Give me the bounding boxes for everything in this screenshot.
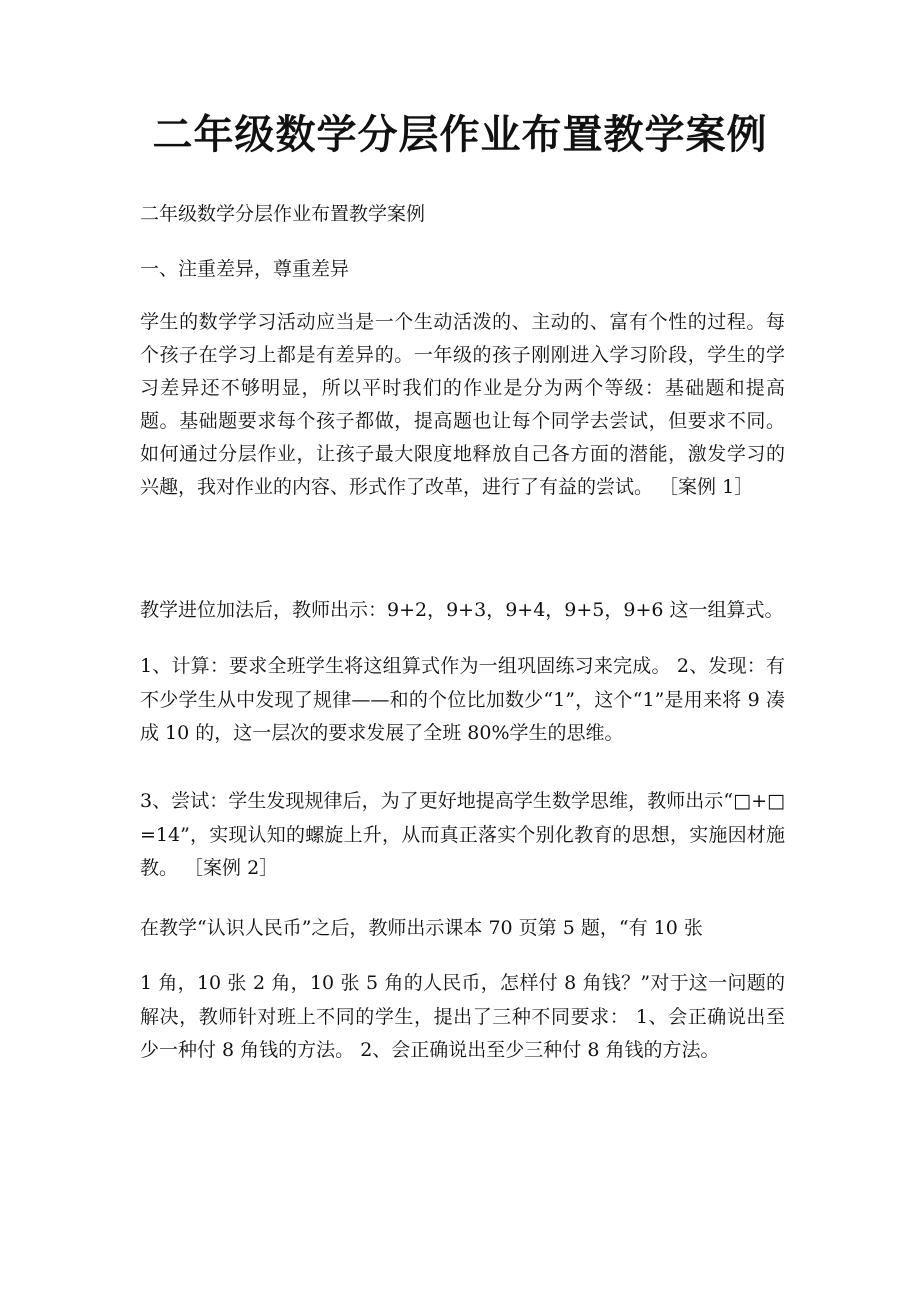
paragraph: 在教学“认识人民币”之后，教师出示课本 70 页第 5 题，“有 10 张 <box>140 917 703 939</box>
document-subtitle: 二年级数学分层作业布置教学案例 <box>140 203 426 225</box>
paragraph: 3、尝试：学生发现规律后，为了更好地提高学生数学思维，教师出示“□+□=14”，实现认知的螺旋上升，从而真正落实个别化教育的思想，实施因材施教。 ［案例 2］ <box>140 790 785 879</box>
paragraph: 1 角，10 张 2 角，10 张 5 角的人民币，怎样付 8 角钱？”对于这一问题的解决，教师针对班上不同的学生，提出了三种不同要求： 1、会正确说出至少一种付 8 角钱的方法。 2、会正确说出至少三种付 8 角钱的方法。 <box>140 972 785 1061</box>
paragraph: 1、计算：要求全班学生将这组算式作为一组巩固练习来完成。 2、发现：有不少学生从中发现了规律——和的个位比加数少“1”，这个“1”是用来将 9 凑成 10 的，这一层次的要求发展了全班 80%学生的思维。 <box>140 655 785 744</box>
paragraph: 教学进位加法后，教师出示：9+2，9+3，9+4，9+5，9+6 这一组算式。 <box>140 599 784 621</box>
document-title: 二年级数学分层作业布置教学案例 <box>152 112 768 158</box>
paragraph: 学生的数学学习活动应当是一个生动活泼的、主动的、富有个性的过程。每个孩子在学习上都是有差异的。一年级的孩子刚刚进入学习阶段，学生的学习差异还不够明显，所以平时我们的作业是分为两个等级：基础题和提高题。基础题要求每个孩子都做，提高题也让每个同学去尝试，但要求不同。如何通过分层作业，让孩子最大限度地释放自己各方面的潜能，激发学习的兴趣，我对作业的内容、形式作了改革，进行了有益的尝试。 ［案例 1］ <box>140 311 785 498</box>
section-heading: 一、注重差异，尊重差异 <box>140 258 350 280</box>
